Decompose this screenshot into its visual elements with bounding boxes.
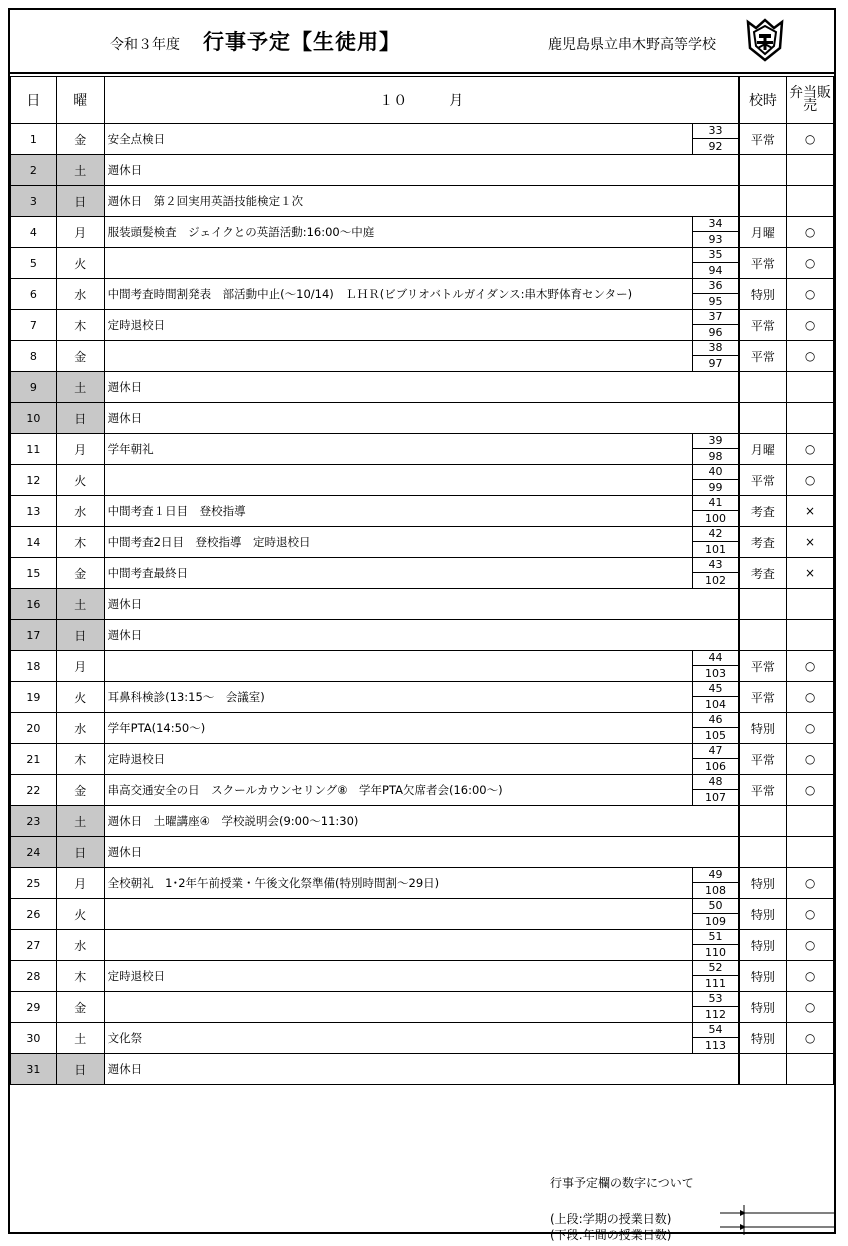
row-bento: ○ (787, 899, 834, 930)
year-day-count: 103 (705, 667, 727, 680)
row-event: 学年PTA(14:50～) (104, 713, 693, 744)
row-schedule (739, 155, 787, 186)
row-schedule: 特別 (739, 930, 787, 961)
row-day-count (693, 310, 739, 341)
row-weekday: 土 (56, 155, 104, 186)
row-bento: ○ (787, 713, 834, 744)
col-weekday: 曜 (56, 77, 104, 124)
row-schedule: 特別 (739, 992, 787, 1023)
term-day-count: 42 (693, 527, 737, 542)
row-day-count (693, 341, 739, 372)
row-bento: ○ (787, 124, 834, 155)
row-schedule: 特別 (739, 899, 787, 930)
row-schedule (739, 403, 787, 434)
row-day-count (693, 1023, 739, 1054)
row-schedule (739, 620, 787, 651)
row-day-count (693, 248, 739, 279)
row-weekday: 木 (56, 310, 104, 341)
row-bento: ○ (787, 961, 834, 992)
row-event: 文化祭 (104, 1023, 693, 1054)
row-schedule: 特別 (739, 713, 787, 744)
table-row (11, 713, 834, 744)
row-bento: × (787, 558, 834, 589)
row-day-count (693, 279, 739, 310)
term-day-count: 33 (693, 124, 737, 139)
table-row (11, 465, 834, 496)
row-event: 中間考査最終日 (104, 558, 693, 589)
row-event: 定時退校日 (104, 744, 693, 775)
year-day-count: 111 (705, 977, 727, 990)
row-weekday: 火 (56, 899, 104, 930)
legend-heading: 行事予定欄の数字について (550, 1176, 694, 1190)
row-day-count (693, 465, 739, 496)
row-event: 週休日 (104, 837, 739, 868)
year-day-count: 110 (705, 946, 727, 959)
row-event (104, 930, 693, 961)
row-bento (787, 589, 834, 620)
row-day-count (693, 930, 739, 961)
term-day-count: 43 (693, 558, 737, 573)
table-row (11, 527, 834, 558)
row-weekday: 日 (56, 620, 104, 651)
table-row (11, 651, 834, 682)
row-event: 中間考査時間割発表 部活動中止(～10/14) ＬＨＲ(ビブリオバトルガイダンス:串木野体育センター) (104, 279, 693, 310)
table-header-row (11, 77, 834, 124)
row-bento (787, 620, 834, 651)
row-bento: ○ (787, 465, 834, 496)
row-event: 定時退校日 (104, 310, 693, 341)
row-bento: ○ (787, 930, 834, 961)
row-bento: × (787, 527, 834, 558)
term-day-count: 50 (693, 899, 737, 914)
row-bento (787, 155, 834, 186)
row-event: 週休日 (104, 1054, 739, 1085)
row-event: 串高交通安全の日 スクールカウンセリング⑧ 学年PTA欠席者会(16:00～) (104, 775, 693, 806)
table-row (11, 992, 834, 1023)
row-schedule: 月曜 (739, 434, 787, 465)
row-day: 4 (11, 217, 57, 248)
year-day-count: 108 (705, 884, 727, 897)
row-event: 週休日 (104, 589, 739, 620)
month-heading: １０ 月 (104, 77, 739, 124)
row-weekday: 土 (56, 806, 104, 837)
row-weekday: 金 (56, 558, 104, 589)
row-day: 5 (11, 248, 57, 279)
row-event (104, 651, 693, 682)
term-day-count: 35 (693, 248, 737, 263)
row-day-count (693, 868, 739, 899)
term-day-count: 44 (693, 651, 737, 666)
row-bento: ○ (787, 279, 834, 310)
table-row (11, 217, 834, 248)
year-day-count: 104 (705, 698, 727, 711)
row-day: 23 (11, 806, 57, 837)
table-row (11, 806, 834, 837)
row-bento: ○ (787, 434, 834, 465)
row-day: 22 (11, 775, 57, 806)
row-weekday: 日 (56, 186, 104, 217)
table-row (11, 434, 834, 465)
table-row (11, 589, 834, 620)
fiscal-year: 令和３年度 (110, 37, 180, 53)
row-bento (787, 806, 834, 837)
row-day: 18 (11, 651, 57, 682)
row-day: 1 (11, 124, 57, 155)
row-day: 13 (11, 496, 57, 527)
row-schedule: 特別 (739, 1023, 787, 1054)
row-schedule: 平常 (739, 124, 787, 155)
term-day-count: 37 (693, 310, 737, 325)
row-day: 10 (11, 403, 57, 434)
row-day-count (693, 713, 739, 744)
row-weekday: 土 (56, 372, 104, 403)
row-bento (787, 186, 834, 217)
row-day-count (693, 744, 739, 775)
row-schedule: 平常 (739, 682, 787, 713)
row-day: 15 (11, 558, 57, 589)
row-bento (787, 403, 834, 434)
row-bento: ○ (787, 992, 834, 1023)
row-event (104, 899, 693, 930)
row-weekday: 火 (56, 465, 104, 496)
row-bento: ○ (787, 1023, 834, 1054)
row-weekday: 木 (56, 744, 104, 775)
term-day-count: 52 (693, 961, 737, 976)
row-schedule (739, 837, 787, 868)
row-day: 19 (11, 682, 57, 713)
row-weekday: 日 (56, 403, 104, 434)
row-weekday: 金 (56, 341, 104, 372)
row-day: 2 (11, 155, 57, 186)
row-day: 12 (11, 465, 57, 496)
row-bento: ○ (787, 868, 834, 899)
term-day-count: 41 (693, 496, 737, 511)
row-bento: ○ (787, 310, 834, 341)
header-divider (10, 72, 834, 74)
table-row (11, 899, 834, 930)
page-title: 行事予定【生徒用】 (203, 30, 401, 54)
term-day-count: 34 (693, 217, 737, 232)
row-day-count (693, 527, 739, 558)
row-weekday: 月 (56, 868, 104, 899)
row-event (104, 248, 693, 279)
row-bento (787, 837, 834, 868)
row-schedule: 平常 (739, 341, 787, 372)
term-day-count: 36 (693, 279, 737, 294)
row-day: 14 (11, 527, 57, 558)
row-day: 24 (11, 837, 57, 868)
table-row (11, 775, 834, 806)
row-day: 21 (11, 744, 57, 775)
table-row (11, 961, 834, 992)
term-day-count: 49 (693, 868, 737, 883)
legend-arrows (720, 1205, 836, 1235)
row-event: 週休日 土曜講座④ 学校説明会(9:00～11:30) (104, 806, 739, 837)
table-row (11, 124, 834, 155)
row-schedule: 特別 (739, 868, 787, 899)
row-bento: ○ (787, 651, 834, 682)
term-day-count: 47 (693, 744, 737, 759)
row-day: 27 (11, 930, 57, 961)
row-bento: ○ (787, 744, 834, 775)
row-day: 26 (11, 899, 57, 930)
row-event (104, 992, 693, 1023)
row-weekday: 水 (56, 279, 104, 310)
row-weekday: 金 (56, 775, 104, 806)
row-event: 中間考査2日目 登校指導 定時退校日 (104, 527, 693, 558)
year-day-count: 112 (705, 1008, 727, 1021)
table-row (11, 930, 834, 961)
year-day-count: 96 (708, 326, 723, 339)
term-day-count: 38 (693, 341, 737, 356)
row-schedule: 平常 (739, 775, 787, 806)
row-schedule: 平常 (739, 744, 787, 775)
table-row (11, 558, 834, 589)
row-event: 定時退校日 (104, 961, 693, 992)
row-schedule: 平常 (739, 651, 787, 682)
year-day-count: 102 (705, 574, 727, 587)
term-day-count: 40 (693, 465, 737, 480)
row-day: 31 (11, 1054, 57, 1085)
term-day-count: 46 (693, 713, 737, 728)
year-day-count: 93 (708, 233, 723, 246)
legend-lower: (下段:年間の授業日数) (550, 1228, 672, 1242)
row-event: 安全点検日 (104, 124, 693, 155)
legend-upper: (上段:学期の授業日数) (550, 1212, 672, 1226)
row-day: 3 (11, 186, 57, 217)
year-day-count: 100 (705, 512, 727, 525)
schedule-sheet (8, 8, 836, 1242)
year-day-count: 97 (708, 357, 723, 370)
row-schedule: 特別 (739, 279, 787, 310)
table-row (11, 155, 834, 186)
term-day-count: 53 (693, 992, 737, 1007)
year-day-count: 113 (705, 1039, 727, 1052)
term-day-count: 39 (693, 434, 737, 449)
row-event: 週休日 (104, 372, 739, 403)
row-day: 30 (11, 1023, 57, 1054)
row-day-count (693, 558, 739, 589)
row-bento: ○ (787, 682, 834, 713)
year-day-count: 98 (708, 450, 723, 463)
term-day-count: 45 (693, 682, 737, 697)
table-row (11, 682, 834, 713)
row-day-count (693, 434, 739, 465)
term-day-count: 48 (693, 775, 737, 790)
row-weekday: 月 (56, 434, 104, 465)
row-schedule (739, 589, 787, 620)
table-row (11, 868, 834, 899)
year-day-count: 94 (708, 264, 723, 277)
row-weekday: 月 (56, 651, 104, 682)
row-weekday: 金 (56, 992, 104, 1023)
row-day-count (693, 775, 739, 806)
row-bento: ○ (787, 775, 834, 806)
row-event: 耳鼻科検診(13:15～ 会議室) (104, 682, 693, 713)
row-event: 学年朝礼 (104, 434, 693, 465)
row-weekday: 土 (56, 1023, 104, 1054)
school-crest-icon (746, 18, 784, 62)
year-day-count: 105 (705, 729, 727, 742)
row-event: 週休日 (104, 620, 739, 651)
row-day-count (693, 496, 739, 527)
row-day: 9 (11, 372, 57, 403)
row-day-count (693, 124, 739, 155)
row-schedule: 特別 (739, 961, 787, 992)
row-weekday: 月 (56, 217, 104, 248)
row-schedule: 月曜 (739, 217, 787, 248)
table-row (11, 1054, 834, 1085)
row-event: 週休日 (104, 155, 739, 186)
table-row (11, 403, 834, 434)
row-event: 週休日 第２回実用英語技能検定１次 (104, 186, 739, 217)
row-day-count (693, 899, 739, 930)
term-day-count: 54 (693, 1023, 737, 1038)
row-bento (787, 1054, 834, 1085)
row-weekday: 土 (56, 589, 104, 620)
row-day-count (693, 682, 739, 713)
row-day: 6 (11, 279, 57, 310)
table-row (11, 341, 834, 372)
row-day-count (693, 217, 739, 248)
row-event: 服装頭髪検査 ジェイクとの英語活動:16:00～中庭 (104, 217, 693, 248)
row-weekday: 火 (56, 248, 104, 279)
year-day-count: 109 (705, 915, 727, 928)
col-day: 日 (11, 77, 57, 124)
row-day: 28 (11, 961, 57, 992)
row-day-count (693, 651, 739, 682)
row-weekday: 木 (56, 961, 104, 992)
year-day-count: 101 (705, 543, 727, 556)
table-row (11, 186, 834, 217)
row-schedule: 平常 (739, 465, 787, 496)
row-day: 20 (11, 713, 57, 744)
row-schedule: 平常 (739, 310, 787, 341)
table-row (11, 248, 834, 279)
year-day-count: 92 (708, 140, 723, 153)
row-day-count (693, 992, 739, 1023)
year-day-count: 95 (708, 295, 723, 308)
row-weekday: 火 (56, 682, 104, 713)
row-event: 中間考査１日目 登校指導 (104, 496, 693, 527)
row-weekday: 日 (56, 1054, 104, 1085)
year-day-count: 99 (708, 481, 723, 494)
row-day: 7 (11, 310, 57, 341)
row-weekday: 水 (56, 930, 104, 961)
row-day: 29 (11, 992, 57, 1023)
row-day: 25 (11, 868, 57, 899)
row-schedule: 考査 (739, 527, 787, 558)
row-weekday: 水 (56, 713, 104, 744)
row-schedule (739, 806, 787, 837)
term-day-count: 51 (693, 930, 737, 945)
col-schedule: 校時 (739, 77, 787, 124)
year-day-count: 106 (705, 760, 727, 773)
row-weekday: 木 (56, 527, 104, 558)
row-day: 11 (11, 434, 57, 465)
row-weekday: 日 (56, 837, 104, 868)
row-schedule (739, 372, 787, 403)
row-schedule: 平常 (739, 248, 787, 279)
row-weekday: 金 (56, 124, 104, 155)
table-row (11, 837, 834, 868)
row-bento: × (787, 496, 834, 527)
year-day-count: 107 (705, 791, 727, 804)
table-row (11, 372, 834, 403)
sheet-header (10, 10, 834, 72)
table-row (11, 496, 834, 527)
table-row (11, 1023, 834, 1054)
table-row (11, 279, 834, 310)
row-day: 8 (11, 341, 57, 372)
row-event (104, 341, 693, 372)
row-bento: ○ (787, 341, 834, 372)
table-row (11, 310, 834, 341)
row-bento: ○ (787, 248, 834, 279)
school-name: 鹿児島県立串木野高等学校 (548, 37, 716, 53)
col-bento: 弁当販売 (787, 77, 834, 124)
row-weekday: 水 (56, 496, 104, 527)
row-day: 17 (11, 620, 57, 651)
schedule-table (10, 76, 834, 1085)
row-event: 全校朝礼 1･2年午前授業・午後文化祭準備(特別時間割～29日) (104, 868, 693, 899)
row-schedule (739, 1054, 787, 1085)
row-bento (787, 372, 834, 403)
row-schedule: 考査 (739, 558, 787, 589)
row-schedule (739, 186, 787, 217)
row-bento: ○ (787, 217, 834, 248)
table-row (11, 744, 834, 775)
row-day: 16 (11, 589, 57, 620)
table-row (11, 620, 834, 651)
row-day-count (693, 961, 739, 992)
row-schedule: 考査 (739, 496, 787, 527)
row-event (104, 465, 693, 496)
row-event: 週休日 (104, 403, 739, 434)
